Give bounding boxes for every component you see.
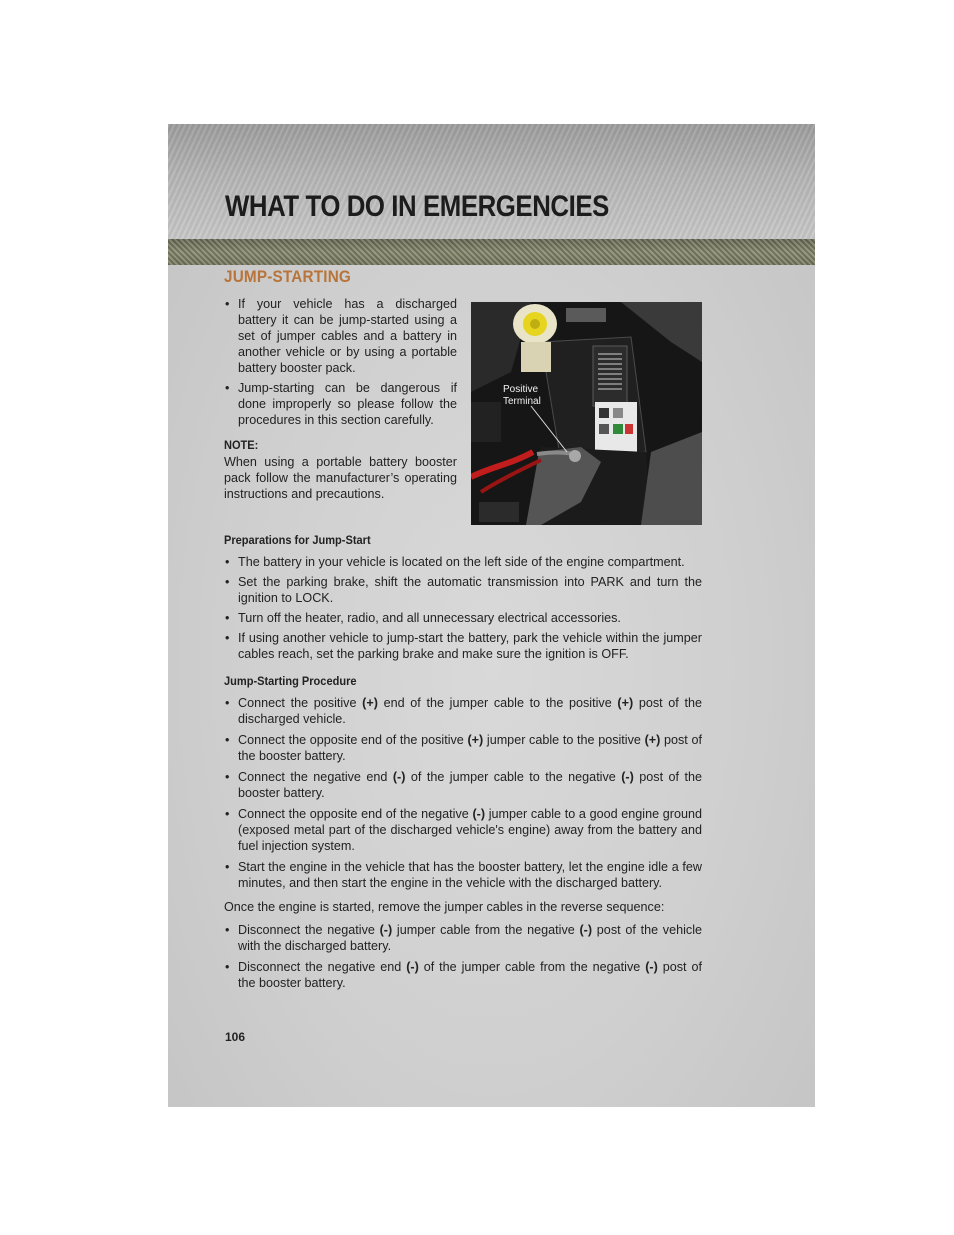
battery-photo-image xyxy=(471,302,702,525)
list-item: • Jump-starting can be dangerous if done improperly so please follow the procedures in this section carefully. xyxy=(224,380,457,428)
list-item: • Connect the opposite end of the positive (+) jumper cable to the positive (+) post of the booster battery. xyxy=(224,732,702,764)
list-item: • Connect the opposite end of the negative (-) jumper cable to a good engine ground (exposed metal part of the discharged vehicle's engine) away from the battery and fuel injection system. xyxy=(224,806,702,854)
removal-list xyxy=(224,922,702,991)
list-item: • Disconnect the negative end (-) of the jumper cable from the negative (-) post of the booster battery. xyxy=(224,959,702,991)
procedure-heading: Jump-Starting Procedure xyxy=(224,674,357,688)
list-item: • Disconnect the negative (-) jumper cable from the negative (-) post of the vehicle with the discharged battery. xyxy=(224,922,702,954)
note-text: When using a portable battery booster pack follow the manufacturer’s operating instructions and precautions. xyxy=(224,455,457,501)
list-item: • If using another vehicle to jump-start the battery, park the vehicle within the jumper cables reach, set the parking brake and make sure the ignition is OFF. xyxy=(224,630,702,662)
preparations-list xyxy=(224,554,702,662)
page-number: 106 xyxy=(225,1030,246,1044)
header-stripe xyxy=(168,239,815,265)
list-item: • Set the parking brake, shift the automatic transmission into PARK and turn the ignition to LOCK. xyxy=(224,574,702,606)
positive-terminal-label: Positive xyxy=(503,384,539,395)
list-item: • Start the engine in the vehicle that has the booster battery, let the engine idle a few minutes, and then start the engine in the vehicle with the discharged battery. xyxy=(224,859,702,891)
list-item: • Connect the positive (+) end of the jumper cable to the positive (+) post of the discharged vehicle. xyxy=(224,695,702,727)
preparations-heading: Preparations for Jump-Start xyxy=(224,533,371,547)
list-item: • If your vehicle has a discharged battery it can be jump-started using a set of jumper cables and a battery in another vehicle or by using a portable battery booster pack. xyxy=(224,296,457,376)
list-item: • Turn off the heater, radio, and all unnecessary electrical accessories. xyxy=(224,610,702,626)
note-label: NOTE: xyxy=(224,438,259,452)
intro-column xyxy=(224,296,457,502)
list-item: • Connect the negative end (-) of the jumper cable to the negative (-) post of the booster battery. xyxy=(224,769,702,801)
positive-terminal-label-line2: Terminal xyxy=(503,396,541,407)
preparations-section xyxy=(224,532,702,666)
section-title: JUMP-STARTING xyxy=(224,267,352,286)
manual-page xyxy=(168,124,815,1107)
chapter-title: WHAT TO DO IN EMERGENCIES xyxy=(225,190,609,223)
list-item: • The battery in your vehicle is located on the left side of the engine compartment. xyxy=(224,554,702,570)
procedure-section xyxy=(224,673,702,995)
battery-photo xyxy=(471,302,702,525)
procedure-list xyxy=(224,695,702,891)
intro-list xyxy=(224,296,457,428)
after-start-text: Once the engine is started, remove the jumper cables in the reverse sequence: xyxy=(224,900,665,914)
chapter-header xyxy=(168,124,815,239)
